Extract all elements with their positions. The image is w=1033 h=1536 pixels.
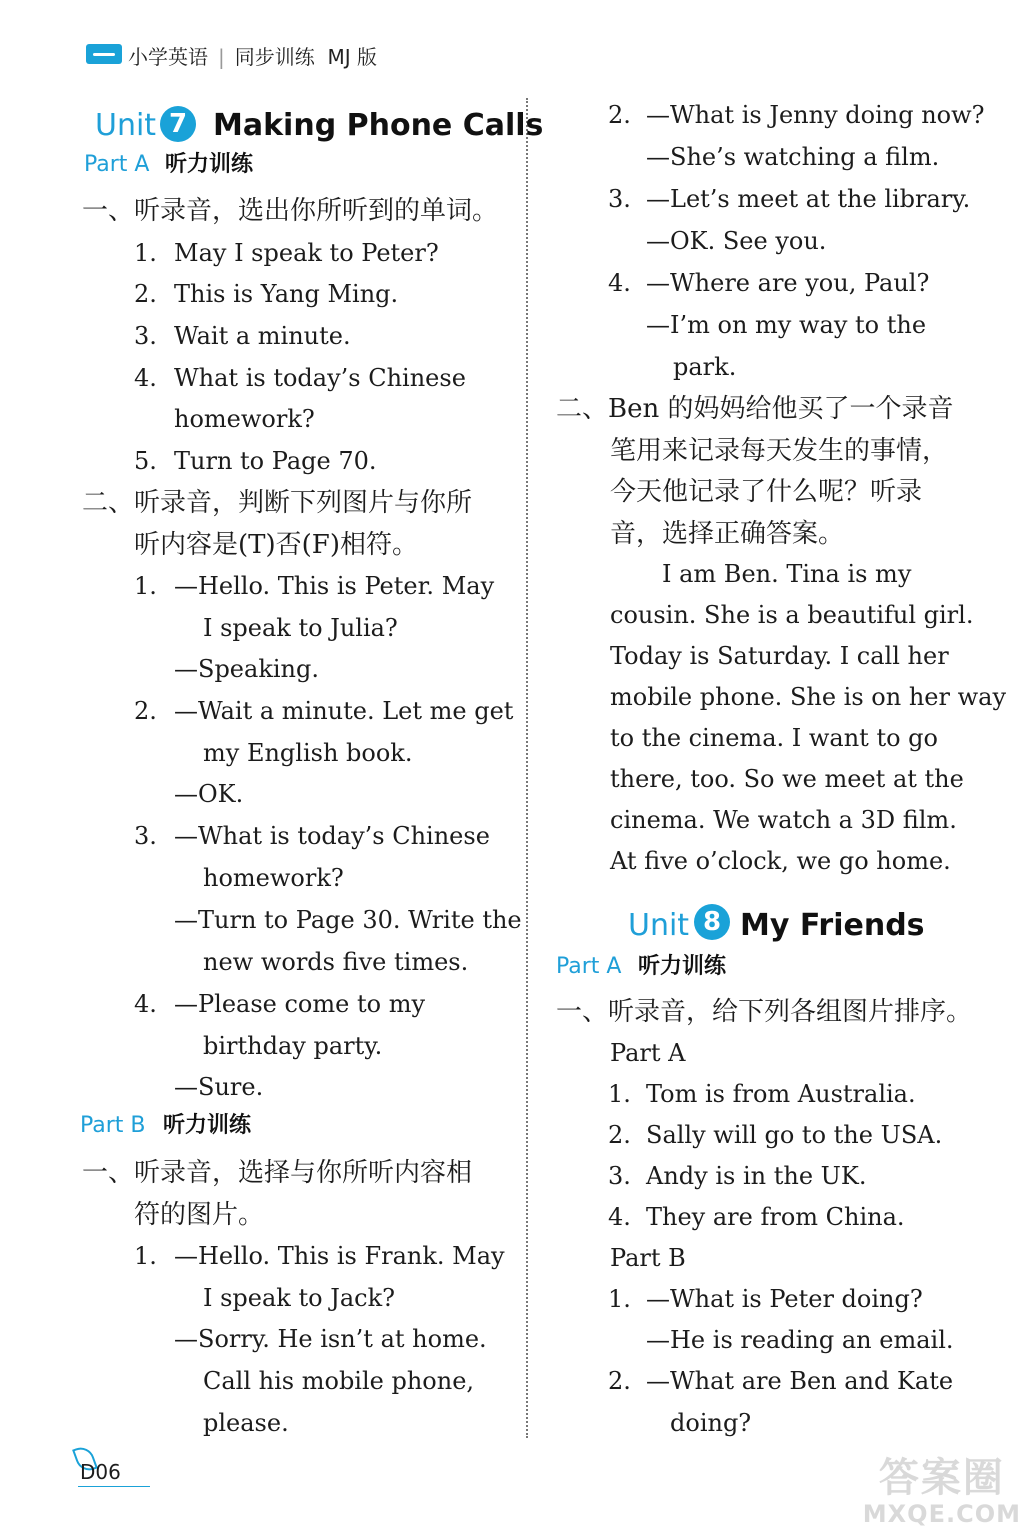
unit7-title: Making Phone Calls bbox=[213, 108, 544, 143]
u7a-sec2-item4-line3: —Sure. bbox=[174, 1073, 264, 1101]
u7a-sec2-instruction-line1: 二、听录音，判断下列图片与你所 bbox=[82, 488, 473, 518]
u7b-sec1-item2-num: 2. bbox=[608, 101, 631, 129]
u7a-sec2-item2-line2: my English book. bbox=[203, 739, 413, 767]
u7a-sec2-item3-num: 3. bbox=[134, 822, 157, 850]
watermark-line1: 答案圈 bbox=[878, 1455, 1005, 1501]
u7a-sec2-item1-line3: —Speaking. bbox=[174, 655, 319, 683]
unit8-word: Unit bbox=[628, 908, 690, 943]
u7a-sec2-item3-line1: —What is today’s Chinese bbox=[174, 822, 490, 850]
u7b-sec2-instruction-line4: 音，选择正确答案。 bbox=[610, 519, 845, 549]
u7b-sec1-item2-line2: —She’s watching a film. bbox=[646, 143, 940, 171]
u8a-sec1-instruction: 一、听录音，给下列各组图片排序。 bbox=[556, 997, 973, 1027]
u7b-sec1-item1-line5: please. bbox=[203, 1409, 289, 1437]
u7b-passage-line6: there, too. So we meet at the bbox=[610, 765, 964, 793]
header-edition: MJ 版 bbox=[327, 45, 377, 69]
u7b-passage-line1: I am Ben. Tina is my bbox=[662, 560, 912, 588]
u7a-sec2-item3-line2: homework? bbox=[203, 864, 344, 892]
u7a-sec2-item4-num: 4. bbox=[134, 990, 157, 1018]
u7a-sec2-instruction-line2: 听内容是(T)否(F)相符。 bbox=[134, 530, 418, 560]
u8a-groupA-item1-text: Tom is from Australia. bbox=[646, 1080, 916, 1108]
u8a-groupA-item2-text: Sally will go to the USA. bbox=[646, 1121, 943, 1149]
u7b-passage-line5: to the cinema. I want to go bbox=[610, 724, 938, 752]
u7a-sec1-instruction: 一、听录音，选出你所听到的单词。 bbox=[82, 196, 499, 226]
u7a-sec1-item2-num: 2. bbox=[134, 280, 157, 308]
u8a-groupB-title: Part B bbox=[610, 1244, 686, 1272]
unit7-part-b-label: Part B bbox=[80, 1113, 146, 1138]
u7a-sec1-item1-text: May I speak to Peter? bbox=[174, 239, 439, 267]
unit8-title: My Friends bbox=[740, 908, 925, 943]
u7a-sec1-item1-num: 1. bbox=[134, 239, 157, 267]
u8a-groupA-item4-text: They are from China. bbox=[646, 1203, 905, 1231]
u7b-sec1-item4-line2: —I’m on my way to the bbox=[646, 311, 927, 339]
u7b-passage-line3: Today is Saturday. I call her bbox=[610, 642, 949, 670]
unit8-number-badge: 8 bbox=[694, 904, 730, 940]
u8a-groupB-item2-line1: —What are Ben and Kate bbox=[646, 1367, 954, 1395]
u8a-groupA-item1-num: 1. bbox=[608, 1080, 631, 1108]
u7a-sec2-item2-num: 2. bbox=[134, 697, 157, 725]
u7a-sec1-item2-text: This is Yang Ming. bbox=[174, 280, 399, 308]
u7a-sec2-item2-line3: —OK. bbox=[174, 780, 244, 808]
u7a-sec2-item3-line3: —Turn to Page 30. Write the bbox=[174, 906, 522, 934]
header-series: 小学英语 bbox=[128, 45, 208, 69]
u7b-sec1-item1-line1: —Hello. This is Frank. May bbox=[174, 1242, 505, 1270]
unit8-part-a-label: Part A bbox=[556, 954, 622, 979]
u7a-sec2-item1-num: 1. bbox=[134, 572, 157, 600]
u7a-sec1-item4-text2: homework? bbox=[174, 405, 315, 433]
u7b-sec2-instruction-line1: 二、Ben 的妈妈给他买了一个录音 bbox=[556, 394, 954, 424]
u7b-sec1-item2-line1: —What is Jenny doing now? bbox=[646, 101, 985, 129]
u7b-sec1-item4-line1: —Where are you, Paul? bbox=[646, 269, 930, 297]
unit7-part-a-label: Part A bbox=[84, 152, 150, 177]
u7b-sec1-item1-line2: I speak to Jack? bbox=[203, 1284, 395, 1312]
u7a-sec2-item4-line1: —Please come to my bbox=[174, 990, 426, 1018]
u7b-passage-line2: cousin. She is a beautiful girl. bbox=[610, 601, 974, 629]
u7a-sec2-item4-line2: birthday party. bbox=[203, 1032, 383, 1060]
u7b-sec1-item3-num: 3. bbox=[608, 185, 631, 213]
u7b-sec2-instruction-line2: 笔用来记录每天发生的事情， bbox=[610, 436, 949, 466]
u7b-sec1-item3-line1: —Let’s meet at the library. bbox=[646, 185, 971, 213]
unit7-word: Unit bbox=[95, 108, 157, 143]
u7b-sec1-item4-num: 4. bbox=[608, 269, 631, 297]
u8a-groupA-title: Part A bbox=[610, 1039, 686, 1067]
u7b-sec1-instruction-line2: 符的图片。 bbox=[134, 1200, 265, 1230]
u7a-sec2-item1-line1: —Hello. This is Peter. May bbox=[174, 572, 495, 600]
column-divider bbox=[526, 98, 528, 1438]
u8a-groupB-item1-line1: —What is Peter doing? bbox=[646, 1285, 923, 1313]
u7b-passage-line4: mobile phone. She is on her way bbox=[610, 683, 1006, 711]
unit7-part-b-subtitle: 听力训练 bbox=[163, 1113, 252, 1138]
watermark-line2: MXQE.COM bbox=[862, 1500, 1021, 1528]
u8a-groupB-item2-num: 2. bbox=[608, 1367, 631, 1395]
u8a-groupA-item3-text: Andy is in the UK. bbox=[646, 1162, 867, 1190]
u7a-sec1-item3-num: 3. bbox=[134, 322, 157, 350]
unit7-part-a-subtitle: 听力训练 bbox=[165, 152, 254, 177]
u7b-sec1-instruction-line1: 一、听录音，选择与你所听内容相 bbox=[82, 1158, 473, 1188]
u8a-groupB-item1-line2: —He is reading an email. bbox=[646, 1326, 954, 1354]
unit7-number-badge: 7 bbox=[160, 106, 196, 142]
u7b-passage-line7: cinema. We watch a 3D film. bbox=[610, 806, 957, 834]
unit8-part-a-subtitle: 听力训练 bbox=[638, 954, 727, 979]
u7a-sec1-item5-text: Turn to Page 70. bbox=[174, 447, 377, 475]
page-number-underline bbox=[78, 1486, 150, 1487]
u7a-sec1-item4-text: What is today’s Chinese bbox=[174, 364, 466, 392]
u7a-sec2-item3-line4: new words five times. bbox=[203, 948, 469, 976]
u7b-passage-line8: At five o’clock, we go home. bbox=[610, 847, 951, 875]
series-logo-icon bbox=[86, 44, 122, 64]
page-number: D06 bbox=[80, 1460, 121, 1484]
watermark-logo bbox=[863, 1456, 1021, 1528]
u8a-groupB-item2-line2: doing? bbox=[670, 1409, 752, 1437]
u7b-sec1-item1-line3: —Sorry. He isn’t at home. bbox=[174, 1325, 487, 1353]
page-header: 小学英语 | 同步训练 MJ 版 bbox=[128, 45, 377, 69]
u8a-groupA-item4-num: 4. bbox=[608, 1203, 631, 1231]
u7b-sec1-item1-num: 1. bbox=[134, 1242, 157, 1270]
u7b-sec1-item1-line4: Call his mobile phone, bbox=[203, 1367, 475, 1395]
u8a-groupA-item2-num: 2. bbox=[608, 1121, 631, 1149]
u7a-sec2-item2-line1: —Wait a minute. Let me get bbox=[174, 697, 514, 725]
u8a-groupB-item1-num: 1. bbox=[608, 1285, 631, 1313]
u7a-sec1-item5-num: 5. bbox=[134, 447, 157, 475]
u7b-sec2-instruction-line3: 今天他记录了什么呢？听录 bbox=[610, 477, 923, 507]
u7b-sec1-item4-line3: park. bbox=[673, 353, 737, 381]
header-subtitle: 同步训练 bbox=[234, 45, 315, 69]
u7a-sec1-item4-num: 4. bbox=[134, 364, 157, 392]
u7a-sec2-item1-line2: I speak to Julia? bbox=[203, 614, 398, 642]
u7a-sec1-item3-text: Wait a minute. bbox=[174, 322, 351, 350]
u8a-groupA-item3-num: 3. bbox=[608, 1162, 631, 1190]
u7b-sec1-item3-line2: —OK. See you. bbox=[646, 227, 827, 255]
